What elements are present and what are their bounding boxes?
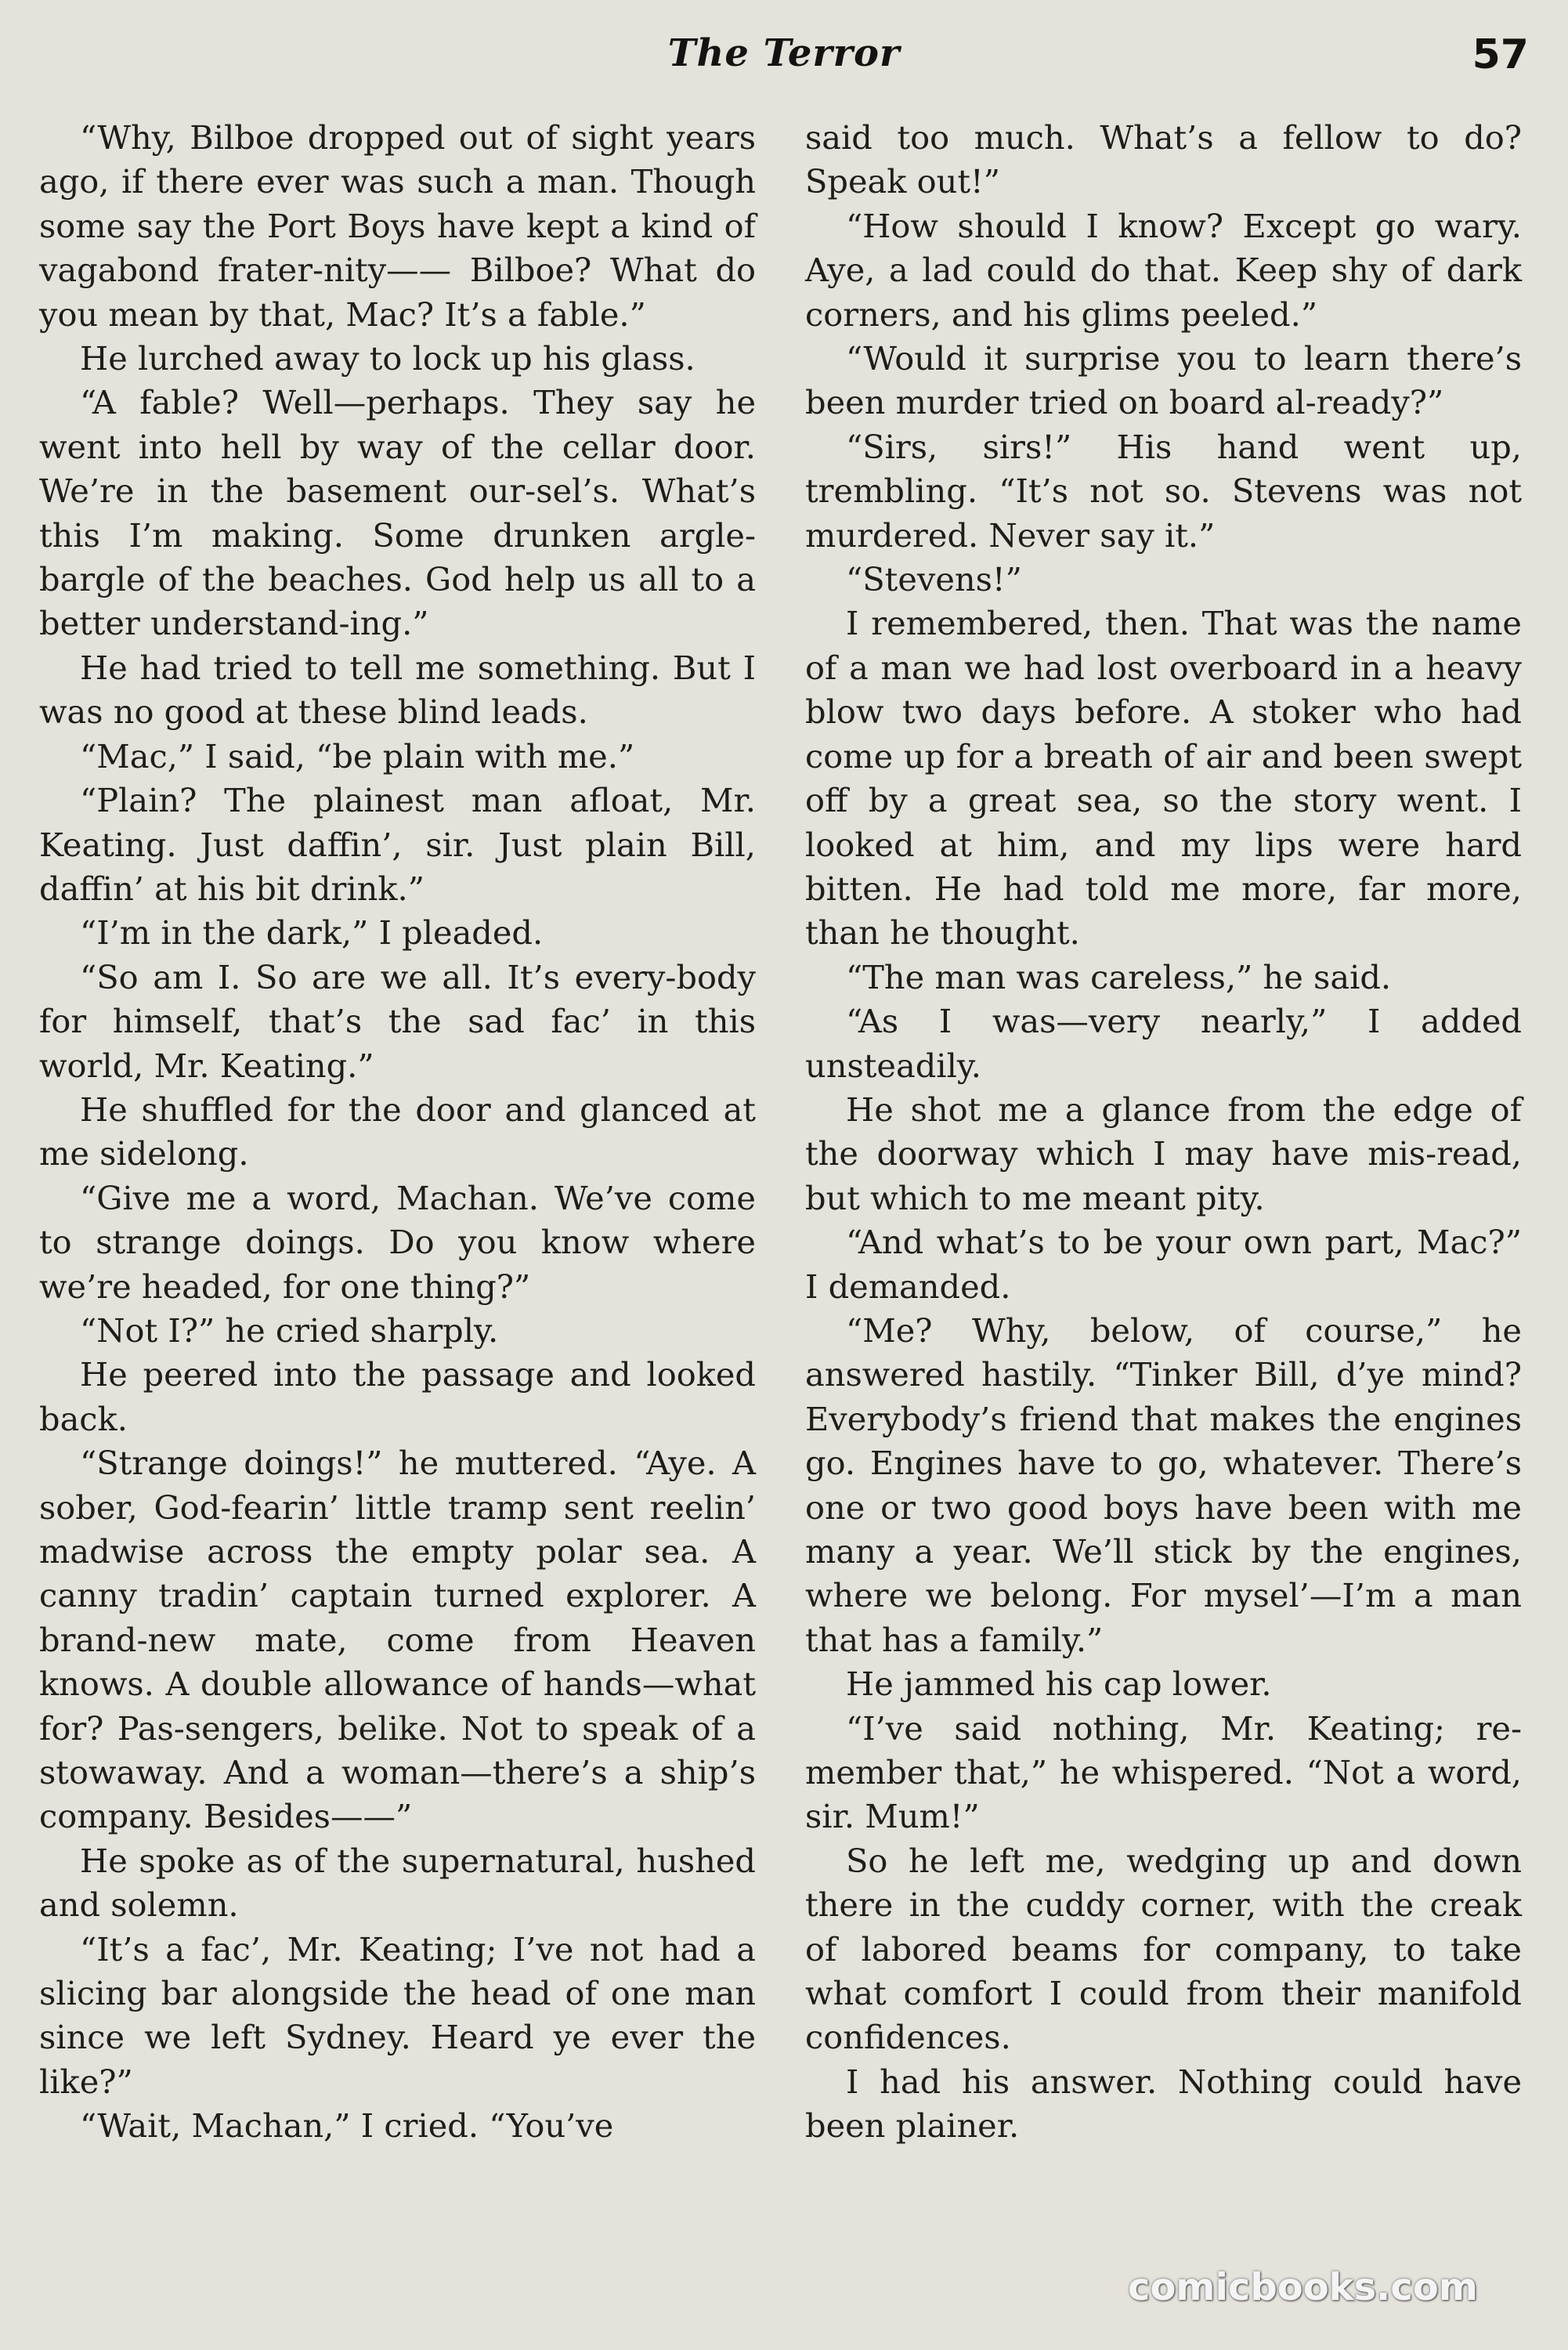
- watermark: comicbooks.com: [1128, 2265, 1478, 2309]
- paragraph: He shuffled for the door and glanced at me sidelong.: [39, 1090, 756, 1173]
- paragraph: “Would it surprise you to learn there’s been murder tried on board al-ready?”: [805, 339, 1522, 422]
- paragraph: He lurched away to lock up his glass.: [80, 339, 695, 378]
- paragraph: “Me? Why, below, of course,” he answered hastily. “Tinker Bill, d’ye mind? Everybody’s friend that makes the engines go. Engines have to go, whatever. There’s one or two good boys have been with me many a year. We’ll stick by the engines, where we belong. For mysel’—I’m a man that has a family.”: [805, 1311, 1522, 1659]
- paragraph: So he left me, wedging up and down there in the cuddy corner, with the creak of labored beams for company, to take what comfort I could from their manifold confidences.: [805, 1841, 1522, 2057]
- paragraph: “Not I?” he cried sharply.: [80, 1311, 499, 1350]
- paragraph: He peered into the passage and looked back.: [39, 1355, 756, 1438]
- paragraph: “Strange doings!” he muttered. “Aye. A sober, God-fearin’ little tramp sent reelin’ madwise across the empty polar sea. A canny tradin’ captain turned explorer. A brand-new mate, come from Heaven knows. A double allowance of hands—what for? Pas-sengers, belike. Not to speak of a stowaway. And a woman—there’s a ship’s company. Besides——”: [39, 1444, 756, 1836]
- paragraph: I remembered, then. That was the name of a man we had lost overboard in a heavy blow two days before. A stoker who had come up for a breath of air and been swept off by a great sea, so the story went. I looked at him, and my lips were hard bitten. He had told me more, far more, than he thought.: [805, 604, 1522, 953]
- left-column: [39, 116, 756, 2149]
- paragraph: I had his answer. Nothing could have been plainer.: [805, 2062, 1522, 2146]
- paragraph: “And what’s to be your own part, Mac?” I demanded.: [805, 1223, 1522, 1306]
- paragraph: He spoke as of the supernatural, hushed and solemn.: [39, 1841, 756, 1925]
- paragraph: “Sirs, sirs!” His hand went up, trembling. “It’s not so. Stevens was not murdered. Never say it.”: [805, 427, 1522, 555]
- paragraph: “The man was careless,” he said.: [846, 957, 1392, 996]
- paragraph: “As I was—very nearly,” I added unsteadily.: [805, 1002, 1522, 1085]
- paragraph: “Give me a word, Machan. We’ve come to strange doings. Do you know where we’re headed, for one thing?”: [39, 1178, 756, 1306]
- paragraph: He jammed his cap lower.: [846, 1665, 1272, 1704]
- paragraph: “It’s a fac’, Mr. Keating; I’ve not had a slicing bar alongside the head of one man since we left Sydney. Heard ye ever the like?”: [39, 1929, 756, 2101]
- paragraph: “So am I. So are we all. It’s every-body for himself, that’s the sad fac’ in this world, Mr. Keating.”: [39, 957, 756, 1085]
- page-header: [39, 31, 1529, 94]
- paragraph-continuation: said too much. What’s a fellow to do? Speak out!”: [805, 118, 1522, 201]
- paragraph: “I’ve said nothing, Mr. Keating; re-member that,” he whispered. “Not a word, sir. Mum!”: [805, 1708, 1522, 1836]
- paragraph: “Mac,” I said, “be plain with me.”: [80, 736, 635, 776]
- paragraph: He shot me a glance from the edge of the doorway which I may have mis-read, but which to me meant pity.: [805, 1090, 1522, 1217]
- paragraph: “A fable? Well—perhaps. They say he went into hell by way of the cellar door. We’re in the basement our-sel’s. What’s this I’m making. Some drunken argle-bargle of the beaches. God help us all to a better understand-ing.”: [39, 383, 756, 643]
- running-title: The Terror: [667, 31, 901, 75]
- paragraph: He had tried to tell me something. But I was no good at these blind leads.: [39, 648, 756, 732]
- paragraph: “How should I know? Except go wary. Aye, a lad could do that. Keep shy of dark corners, and his glims peeled.”: [805, 206, 1522, 334]
- paragraph: “Stevens!”: [846, 560, 1022, 599]
- page-number: 57: [1472, 31, 1529, 78]
- paragraph: “Why, Bilboe dropped out of sight years ago, if there ever was such a man. Though some say the Port Boys have kept a kind of vagabond frater-nity—— Bilboe? What do you mean by that, Mac? It’s a fable.”: [39, 118, 756, 334]
- paragraph: “Wait, Machan,” I cried. “You’ve: [80, 2106, 614, 2146]
- right-column: [805, 116, 1522, 2149]
- paragraph: “I’m in the dark,” I pleaded.: [80, 913, 544, 953]
- paragraph: “Plain? The plainest man afloat, Mr. Keating. Just daffin’, sir. Just plain Bill, daffin’ at his bit drink.”: [39, 781, 756, 908]
